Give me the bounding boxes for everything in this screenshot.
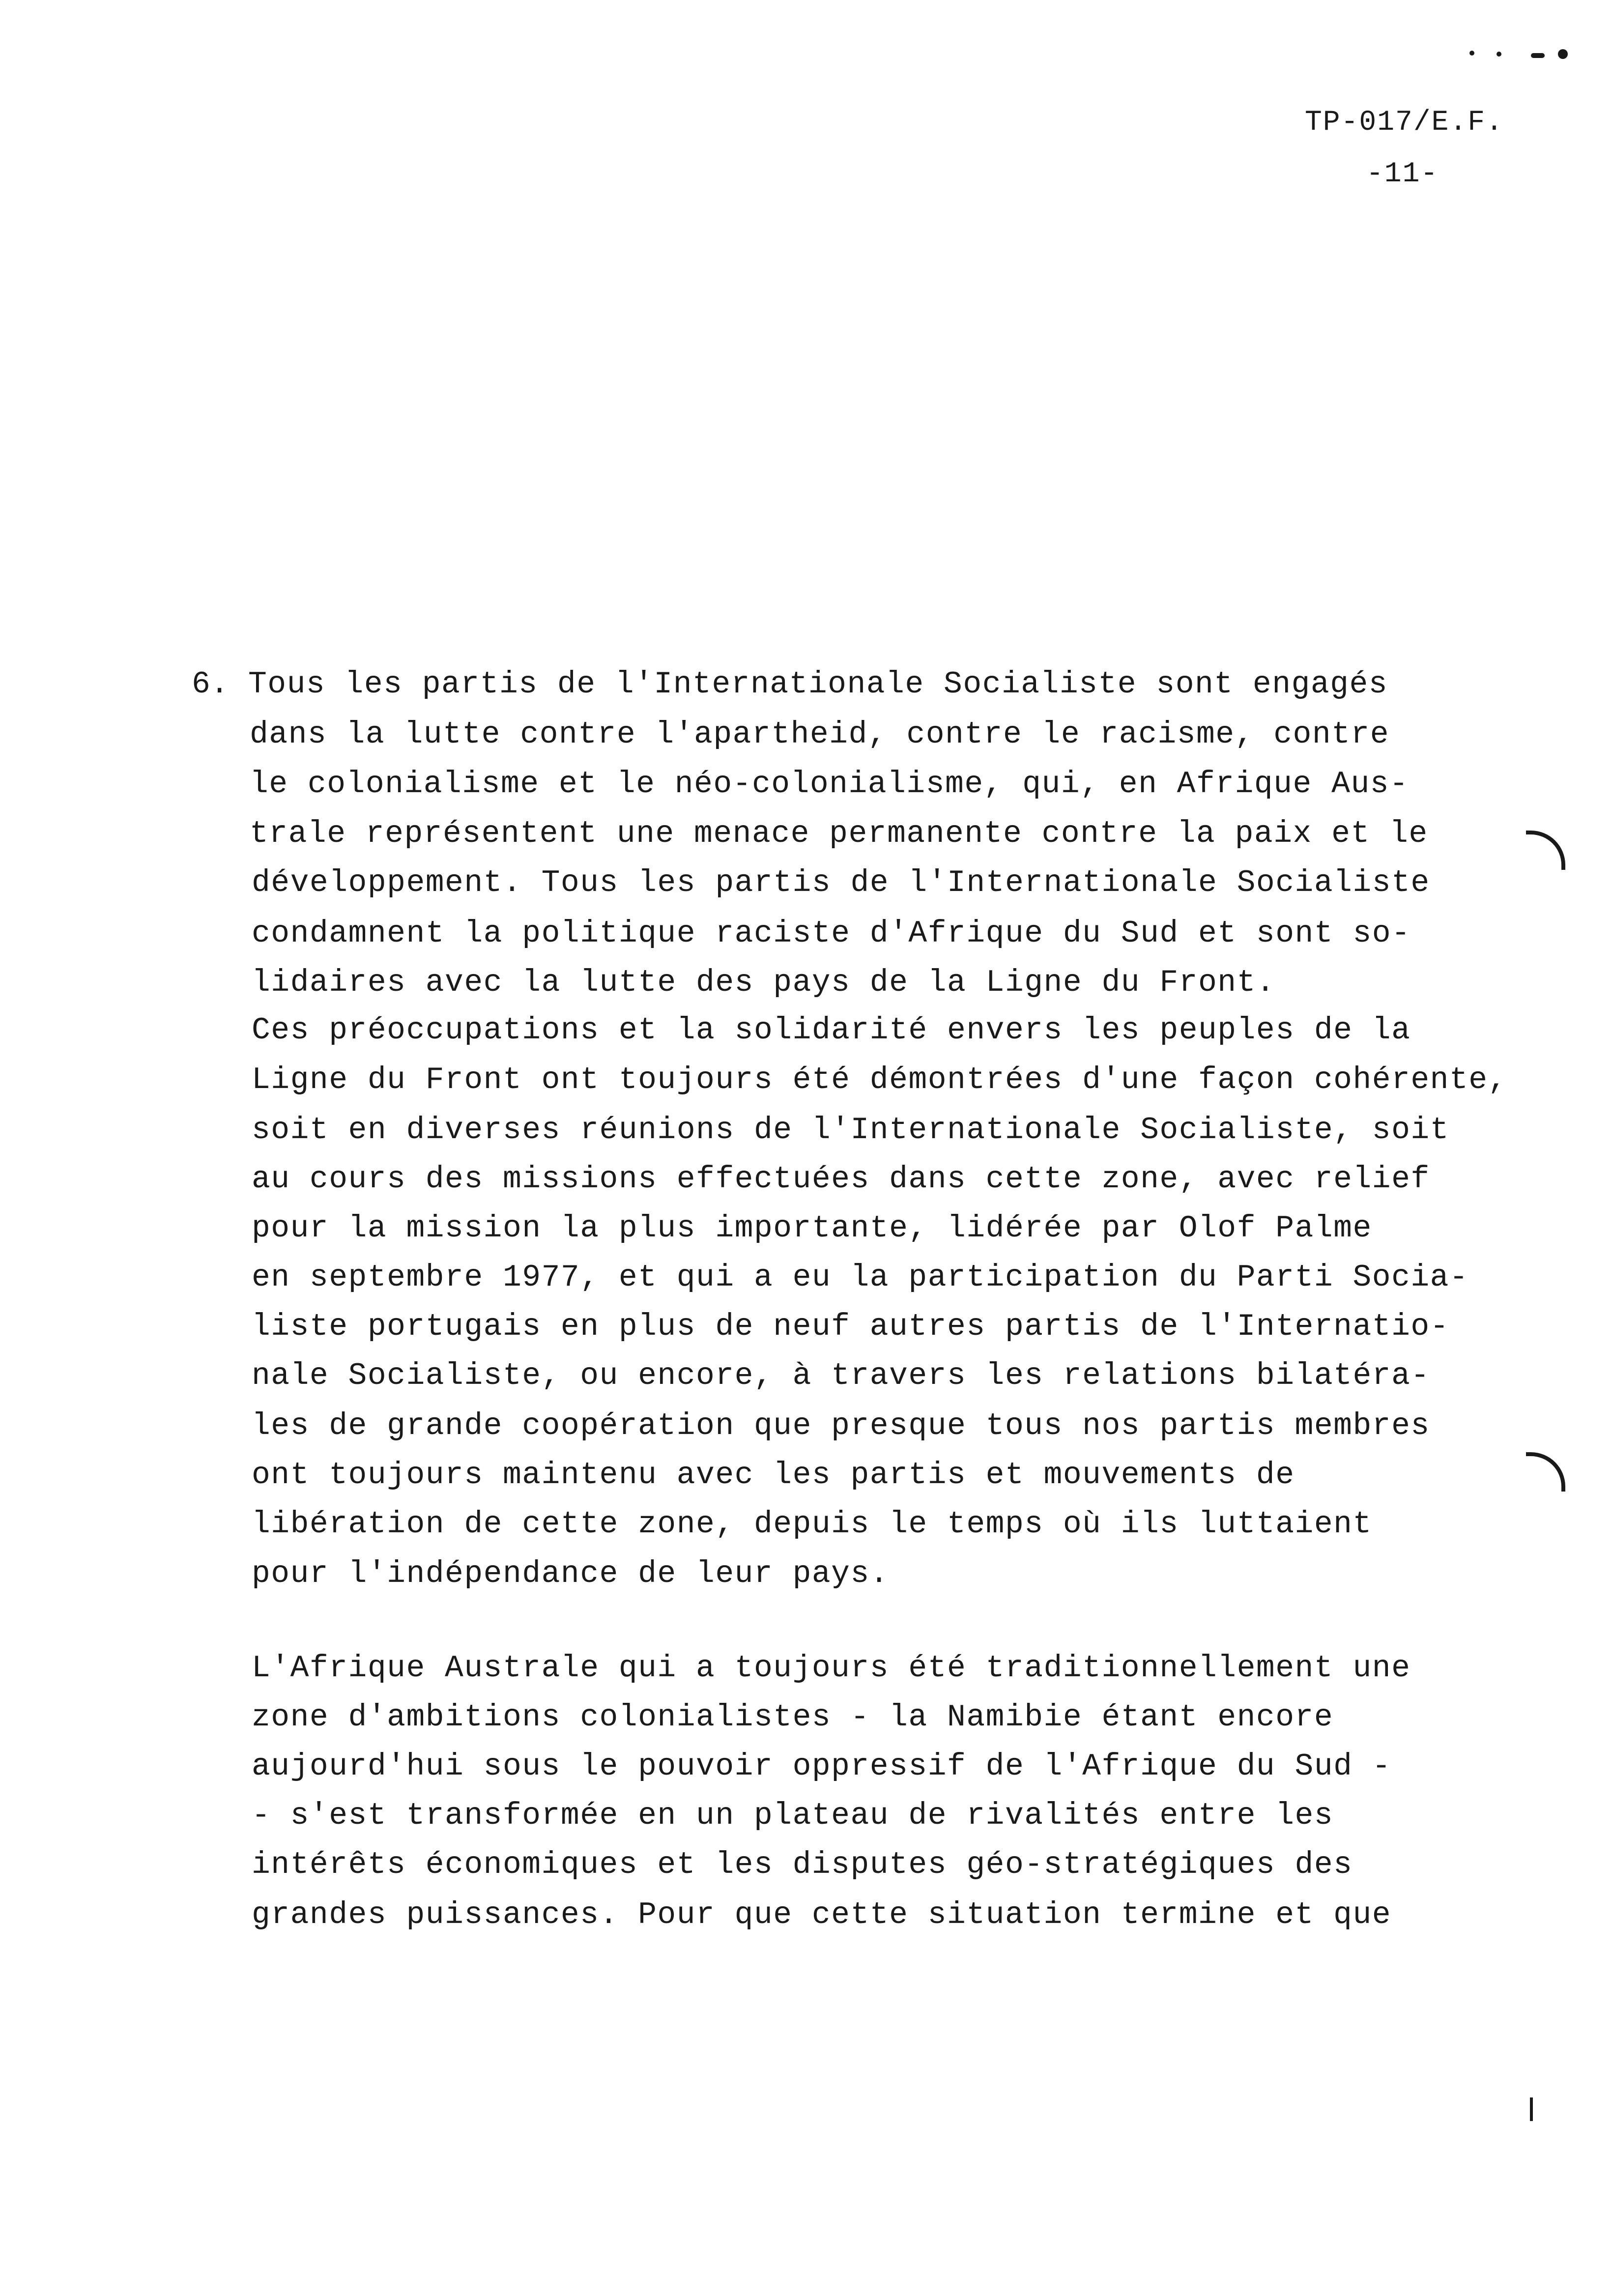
corner-mark (1558, 49, 1568, 59)
text-line: zone d'ambitions colonialistes - la Namibie étant encore (252, 1700, 1334, 1735)
margin-bracket-mark (1526, 831, 1565, 870)
text-line: pour la mission la plus importante, lidérée par Olof Palme (252, 1211, 1372, 1246)
corner-mark (1497, 52, 1501, 57)
text-line: soit en diverses réunions de l'Internationale Socialiste, soit (252, 1113, 1449, 1148)
text-line: au cours des missions effectuées dans cette zone, avec relief (252, 1162, 1430, 1197)
text-line: libération de cette zone, depuis le temps où ils luttaient (252, 1507, 1372, 1542)
text-line: développement. Tous les partis de l'Internationale Socialiste (252, 865, 1430, 900)
text-line: - s'est transformée en un plateau de rivalités entre les (252, 1798, 1334, 1833)
section-number: 6. (192, 667, 229, 702)
text-line: pour l'indépendance de leur pays. (252, 1556, 890, 1591)
margin-bracket-mark (1526, 1452, 1565, 1492)
text-line: intérêts économiques et les disputes géo-stratégiques des (252, 1847, 1353, 1882)
text-line: grandes puissances. Pour que cette situation termine et que (252, 1897, 1392, 1932)
text-line: Ligne du Front ont toujours été démontrées d'une façon cohérente, (252, 1062, 1507, 1097)
text-line: lidaires avec la lutte des pays de la Ligne du Front. (252, 965, 1276, 1000)
text-line: condamnent la politique raciste d'Afrique du Sud et sont so- (252, 916, 1411, 951)
margin-tick-mark (1530, 2097, 1533, 2121)
text-line: Tous les partis de l'Internationale Socialiste sont engagés (248, 667, 1388, 702)
text-line: aujourd'hui sous le pouvoir oppressif de l'Afrique du Sud - (252, 1749, 1392, 1784)
text-line: les de grande coopération que presque tous nos partis membres (252, 1408, 1430, 1443)
text-line: Ces préoccupations et la solidarité envers les peuples de la (252, 1013, 1411, 1048)
document-reference: TP-017/E.F. (1305, 107, 1504, 139)
text-line: en septembre 1977, et qui a eu la participation du Parti Socia- (252, 1260, 1469, 1295)
text-line: ont toujours maintenu avec les partis et mouvements de (252, 1458, 1295, 1492)
text-line: trale représentent une menace permanente contre la paix et le (250, 816, 1428, 851)
page-number: -11- (1366, 158, 1439, 190)
text-line: dans la lutte contre l'apartheid, contre le racisme, contre (250, 717, 1390, 752)
text-line: liste portugais en plus de neuf autres partis de l'Internatio- (252, 1309, 1449, 1344)
corner-mark (1469, 51, 1474, 56)
text-line: le colonialisme et le néo-colonialisme, qui, en Afrique Aus- (250, 767, 1409, 802)
corner-mark (1531, 53, 1545, 58)
text-line: L'Afrique Australe qui a toujours été traditionnellement une (252, 1651, 1411, 1686)
text-line: nale Socialiste, ou encore, à travers les relations bilatéra- (252, 1358, 1430, 1393)
